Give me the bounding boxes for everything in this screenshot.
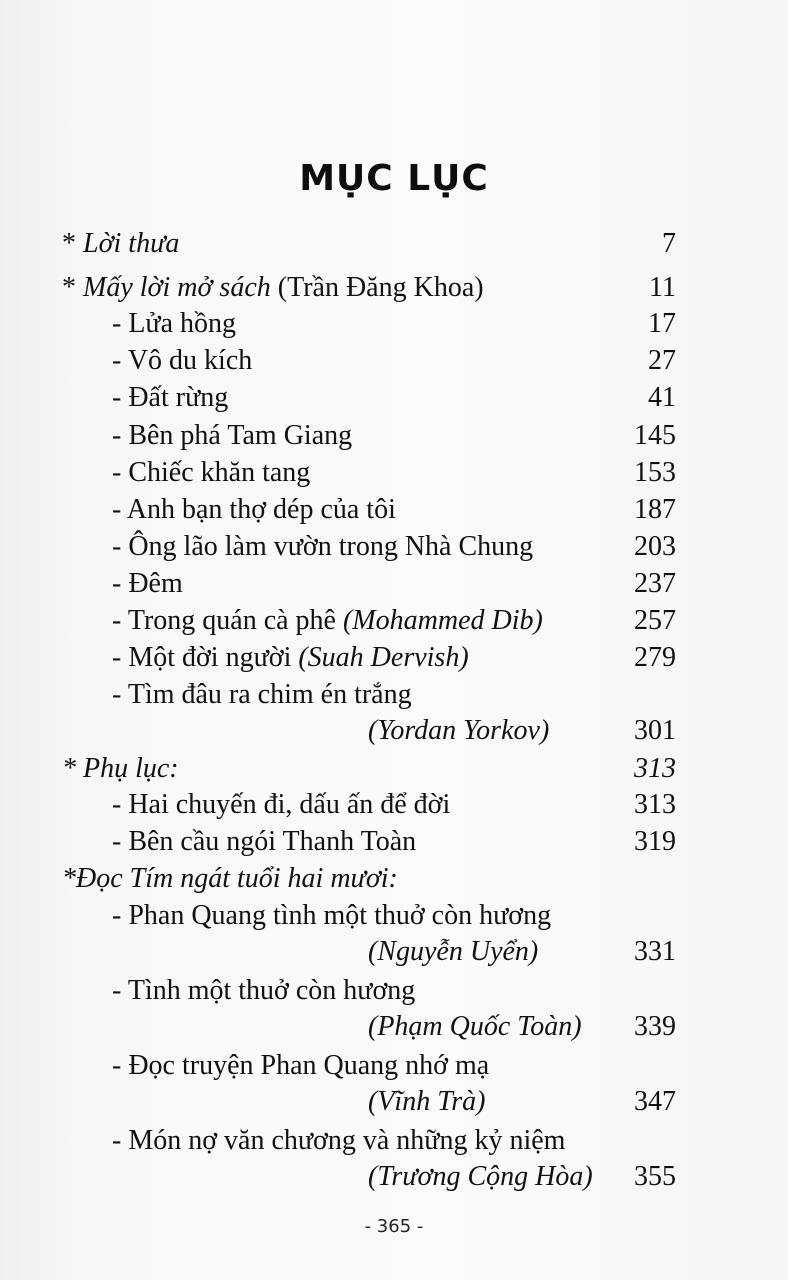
page-number: 301 [634,715,676,746]
entry-title: - Bên phá Tam Giang [112,420,353,451]
page-number: 145 [634,420,676,451]
entry-author: (Yordan Yorkov) [368,715,550,746]
entry-title: - Hai chuyến đi, dấu ấn để đời [112,789,451,820]
page-number: 313 [634,753,676,784]
toc-entry [0,492,788,528]
entry-title: - Vô du kích [112,345,253,376]
page-number: 11 [649,272,676,303]
toc-entry-continuation [0,1084,788,1120]
entry-prefix: * [62,228,83,259]
entry-title: - Anh bạn thợ dép của tôi [112,494,396,525]
entry-title: - Lửa hồng [112,308,237,339]
entry-author: (Vĩnh Trà) [368,1086,486,1117]
toc-entry [0,973,788,1009]
entry-author: (Mohammed Dib) [342,605,543,636]
entry-title: - Đọc truyện Phan Quang nhớ mạ [112,1050,490,1081]
page-number: 237 [634,568,676,599]
page-footer-number: - 365 - [364,1216,424,1237]
toc-entry [0,824,788,860]
page-number: 187 [634,494,676,525]
page-number: 203 [634,531,676,562]
toc-entry [0,640,788,676]
page-number: 313 [634,789,676,820]
toc-entry-continuation [0,1009,788,1045]
entry-author: (Nguyễn Uyển) [368,936,539,967]
toc-entry-continuation [0,1159,788,1195]
page-number: 347 [634,1086,676,1117]
entry-title: - Tìm đâu ra chim én trắng [112,679,412,710]
toc-entry [0,418,788,454]
page-number: 27 [648,345,676,376]
toc-entry [0,529,788,565]
page-number: 17 [648,308,676,339]
page-number: 7 [662,228,676,259]
entry-title: - Một đời người [112,642,292,673]
entry-title: * Phụ lục: [62,753,179,784]
entry-title: Lời thưa [83,228,180,259]
entry-title: - Đất rừng [112,382,229,413]
page-number: 331 [634,936,676,967]
entry-author: (Suah Dervish) [298,642,469,673]
entry-prefix: * [62,272,83,303]
toc-entry-continuation [0,934,788,970]
toc-entry [0,898,788,934]
toc-entry [0,380,788,416]
toc-entry [0,226,788,262]
entry-title: - Tình một thuở còn hương [112,975,416,1006]
page-number: 319 [634,826,676,857]
page-number: 41 [648,382,676,413]
toc-entry [0,677,788,713]
toc-entry [0,1123,788,1159]
entry-title: - Phan Quang tình một thuở còn hương [112,900,552,931]
page-title: MỤC LỤC [299,158,489,199]
entry-title: - Ông lão làm vườn trong Nhà Chung [112,531,534,562]
toc-entry [0,861,788,897]
toc-entry [0,566,788,602]
page-number: 279 [634,642,676,673]
entry-title: Mấy lời mở sách [83,272,271,303]
entry-title: - Bên cầu ngói Thanh Toàn [112,826,417,857]
entry-note: (Trần Đăng Khoa) [277,272,484,303]
toc-entry [0,751,788,787]
page-number: 355 [634,1161,676,1192]
toc-entry [0,306,788,342]
page-number: 257 [634,605,676,636]
toc-entry [0,603,788,639]
toc-entry [0,1048,788,1084]
entry-title: - Món nợ văn chương và những kỷ niệm [112,1125,566,1156]
page-number: 339 [634,1011,676,1042]
entry-title: - Chiếc khăn tang [112,457,311,488]
entry-author: (Trương Cộng Hòa) [368,1161,593,1192]
entry-title: - Đêm [112,568,183,599]
toc-entry-continuation [0,713,788,749]
entry-title: *Đọc Tím ngát tuổi hai mươi: [62,863,398,894]
toc-entry [0,787,788,823]
toc-entry [0,270,788,306]
toc-entry [0,343,788,379]
entry-author: (Phạm Quốc Toàn) [368,1011,582,1042]
toc-entry [0,455,788,491]
page-number: 153 [634,457,676,488]
entry-title: - Trong quán cà phê [112,605,336,636]
